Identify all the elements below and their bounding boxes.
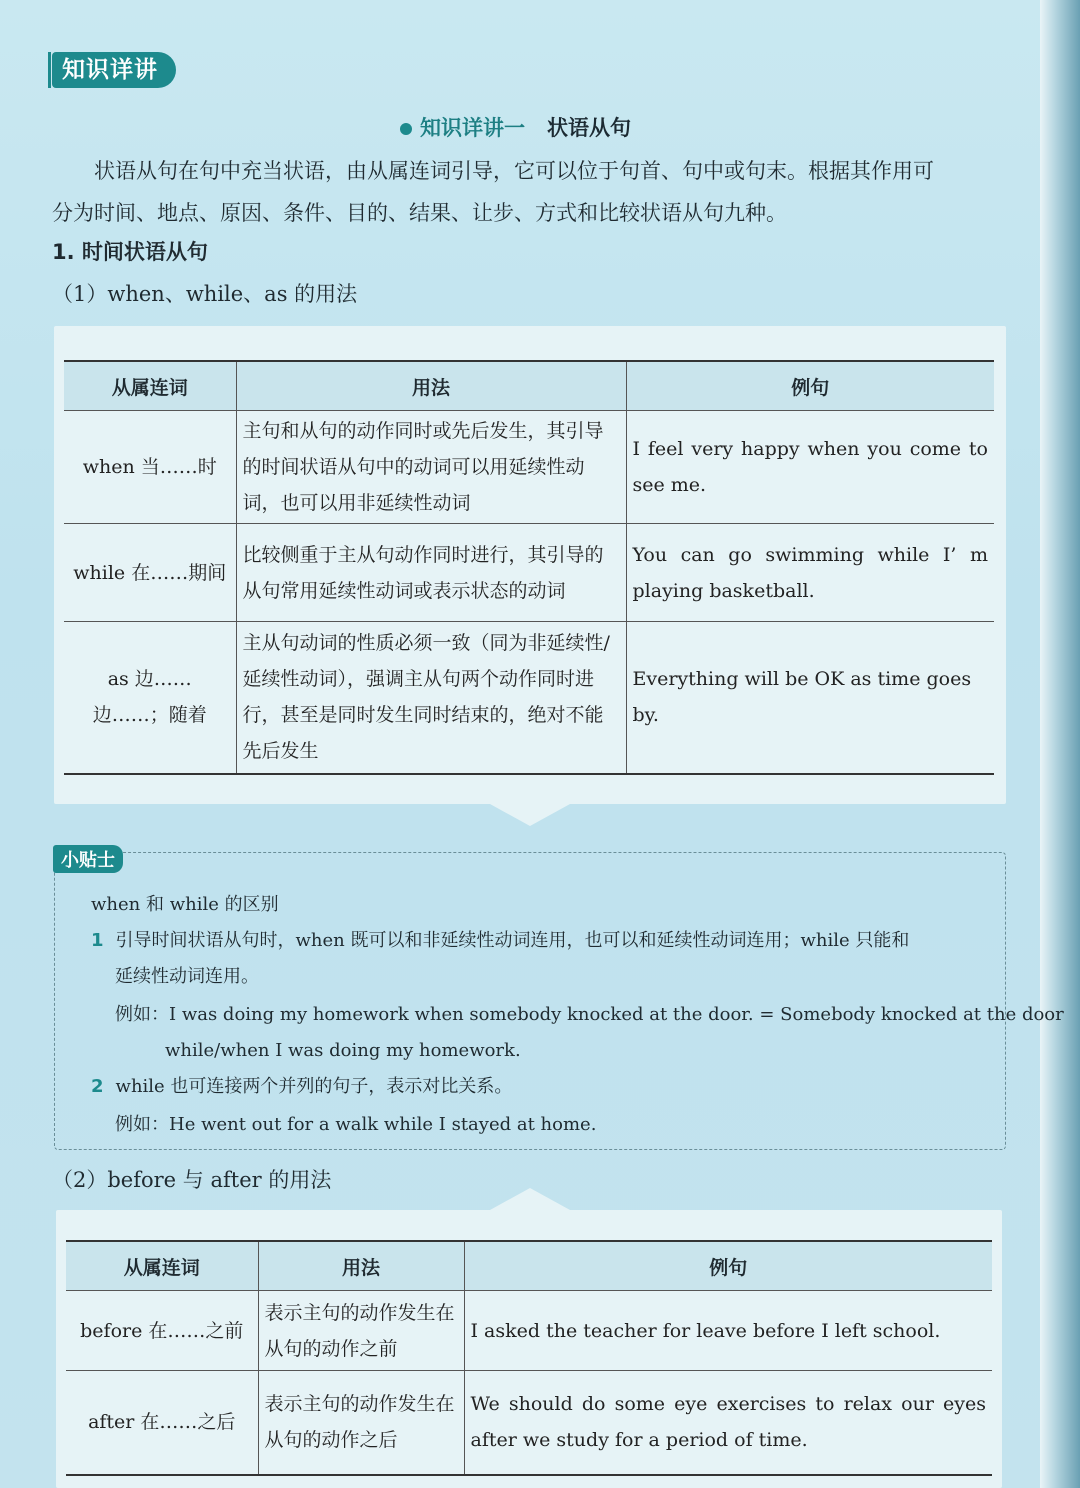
header-usage: 用法	[258, 1241, 464, 1291]
tip-example-1-cont: while/when I was doing my homework.	[165, 1040, 521, 1061]
table-row	[64, 524, 994, 622]
tip-box	[54, 850, 1064, 1150]
header-example: 例句	[464, 1241, 992, 1291]
table-header-row	[66, 1241, 992, 1291]
usage-cell: 主从句动词的性质必须一致（同为非延续性/延续性动词），强调主从句两个动作同时进行，甚至是同时发生同时结束的，绝对不能先后发生	[236, 622, 626, 774]
tip-item-1	[91, 923, 909, 959]
table-before-after	[66, 1240, 992, 1476]
conjunction-cell: while 在……期间	[64, 524, 236, 622]
tip-title: when 和 while 的区别	[91, 894, 279, 915]
table-row	[66, 1291, 992, 1371]
header-example: 例句	[626, 361, 994, 411]
item-number: 2	[91, 1076, 104, 1097]
tip-item-1-text: 引导时间状语从句时，when 既可以和非延续性动词连用，也可以和延续性动词连用；while 只能和	[115, 930, 910, 951]
example-cell: I asked the teacher for leave before I left school.	[464, 1291, 992, 1371]
tip-example-1: 例如：I was doing my homework when somebody knocked at the door. = Somebody knocked at the door	[115, 1004, 1064, 1025]
table-row	[64, 622, 994, 774]
item-number: 1	[91, 930, 104, 951]
example-cell: We should do some eye exercises to relax our eyes after we study for a period of time.	[464, 1371, 992, 1475]
header-usage: 用法	[236, 361, 626, 411]
section-main-title: 状语从句	[547, 116, 631, 140]
section-subtitle: 知识详讲一	[420, 116, 525, 140]
table1-notch	[490, 804, 570, 826]
example-cell: I feel very happy when you come to see me.	[626, 411, 994, 524]
tip-item-1-cont: 延续性动词连用。	[115, 966, 259, 987]
example-cell: You can go swimming while I’ m playing basketball.	[626, 524, 994, 622]
table-row	[64, 411, 994, 524]
knowledge-badge: 知识详讲	[52, 52, 176, 88]
conjunction-cell: before 在……之前	[66, 1291, 258, 1371]
conjunction-cell: as 边……边……；随着	[64, 622, 236, 774]
table-when-while-as	[64, 360, 994, 775]
tip-example-2: 例如：He went out for a walk while I stayed at home.	[115, 1114, 597, 1135]
table2-notch	[490, 1188, 570, 1210]
table-header-row	[64, 361, 994, 411]
table-row	[66, 1371, 992, 1475]
intro-line-2: 分为时间、地点、原因、条件、目的、结果、让步、方式和比较状语从句九种。	[52, 201, 787, 225]
section-title	[400, 112, 631, 142]
header-conjunction: 从属连词	[66, 1241, 258, 1291]
heading-time-clause: 1. 时间状语从句	[52, 240, 208, 264]
subheading-when-while-as: （1）when、while、as 的用法	[52, 282, 358, 306]
usage-cell: 表示主句的动作发生在从句的动作之前	[258, 1291, 464, 1371]
bullet-dot-icon	[400, 123, 412, 135]
header-conjunction: 从属连词	[64, 361, 236, 411]
example-cell: Everything will be OK as time goes by.	[626, 622, 994, 774]
tip-item-2	[91, 1069, 512, 1105]
usage-cell: 主句和从句的动作同时或先后发生，其引导的时间状语从句中的动词可以用延续性动词，也可以用非延续性动词	[236, 411, 626, 524]
tip-item-2-text: while 也可连接两个并列的句子，表示对比关系。	[115, 1076, 513, 1097]
tip-label: 小贴士	[53, 845, 123, 873]
book-spine	[1040, 0, 1080, 1488]
subheading-before-after: （2）before 与 after 的用法	[52, 1168, 332, 1192]
intro-line-1: 状语从句在句中充当状语，由从属连词引导，它可以位于句首、句中或句末。根据其作用可	[94, 159, 934, 183]
conjunction-cell: after 在……之后	[66, 1371, 258, 1475]
usage-cell: 表示主句的动作发生在从句的动作之后	[258, 1371, 464, 1475]
conjunction-cell: when 当……时	[64, 411, 236, 524]
usage-cell: 比较侧重于主从句动作同时进行，其引导的从句常用延续性动词或表示状态的动词	[236, 524, 626, 622]
